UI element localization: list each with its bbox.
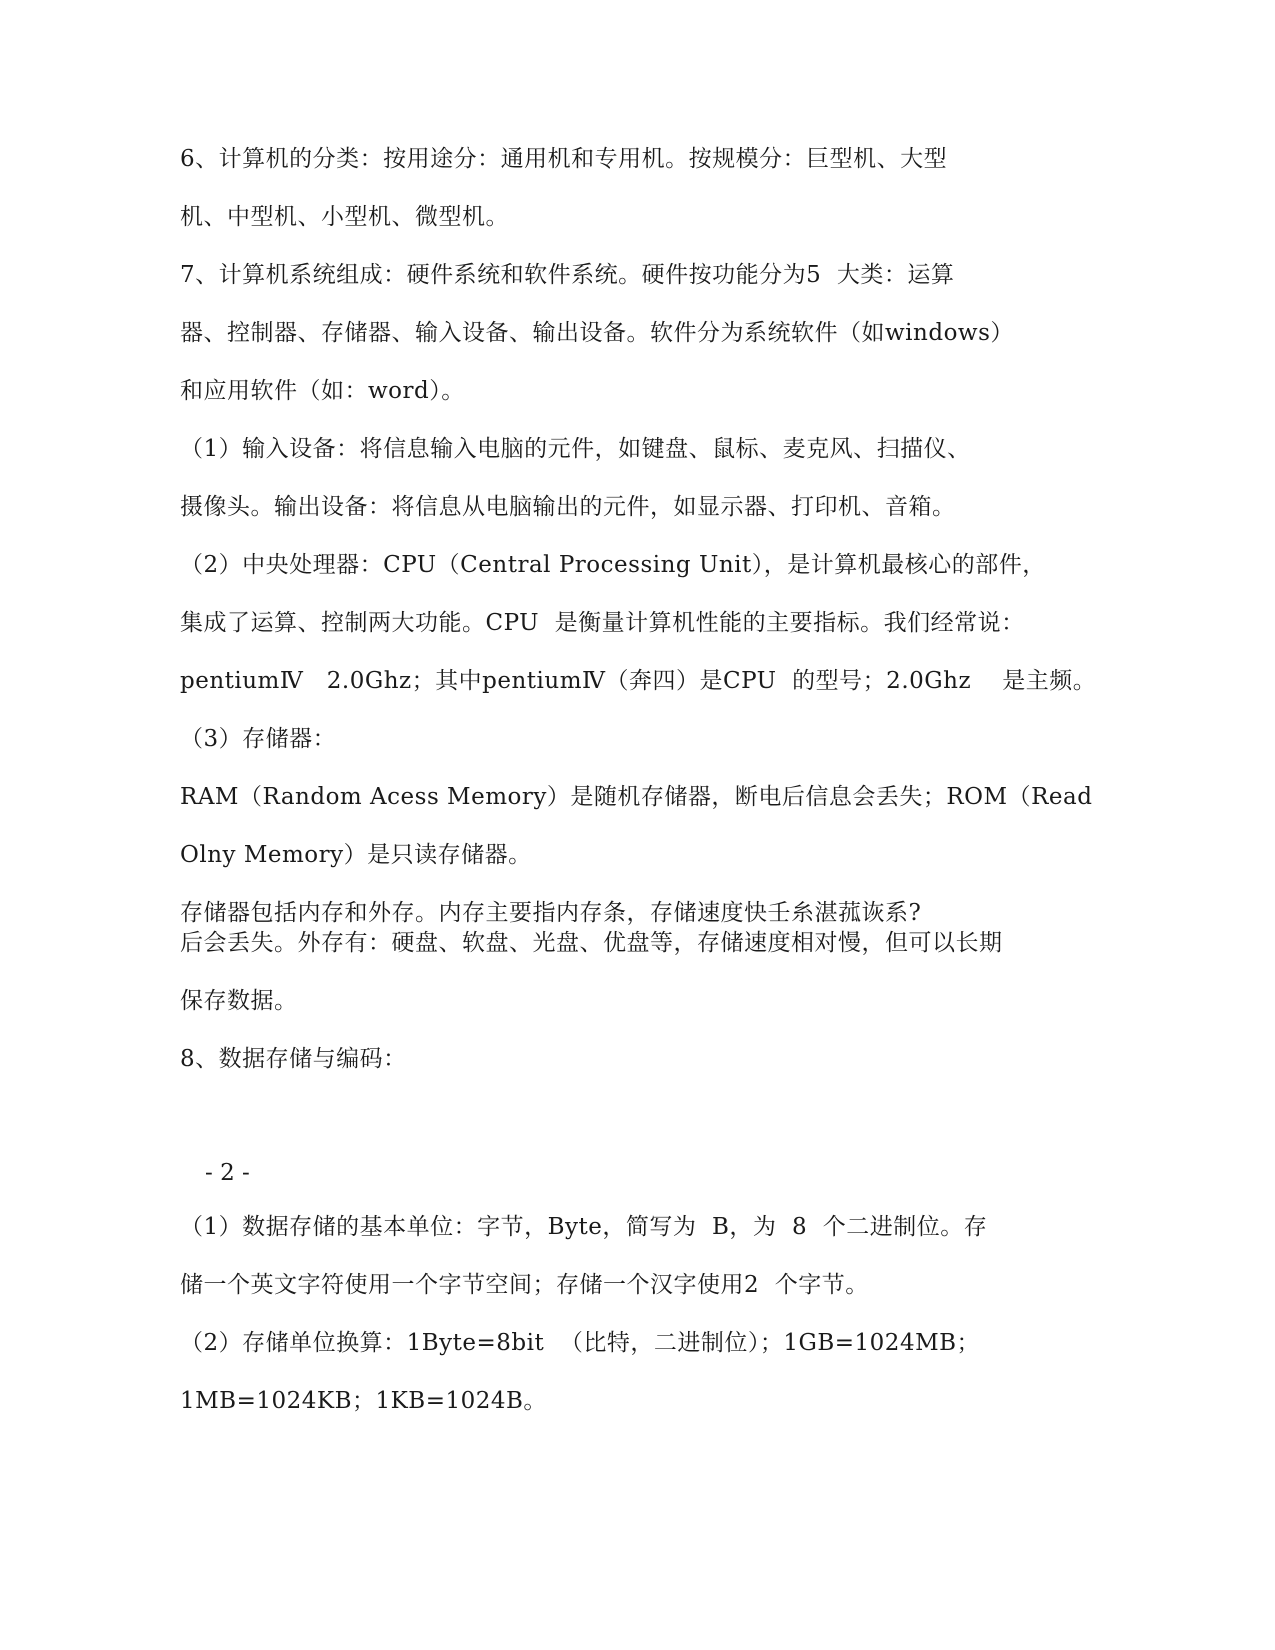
text-line: 6、计算机的分类：按用途分：通用机和专用机。按规模分：巨型机、大型 xyxy=(180,146,948,172)
text-line: 1MB=1024KB；1KB=1024B。 xyxy=(180,1388,547,1414)
text-line: （1）输入设备：将信息输入电脑的元件，如键盘、鼠标、麦克风、扫描仪、 xyxy=(180,436,971,462)
text-line: 摄像头。输出设备：将信息从电脑输出的元件，如显示器、打印机、音箱。 xyxy=(180,494,956,520)
text-line: 保存数据。 xyxy=(180,988,298,1014)
page-number: - 2 - xyxy=(205,1160,250,1186)
text-line: （1）数据存储的基本单位：字节，Byte，简写为 B，为 8 个二进制位。存 xyxy=(180,1214,988,1240)
text-line: （2）存储单位换算：1Byte=8bit （比特，二进制位）；1GB=1024MB； xyxy=(180,1330,981,1356)
text-line: 和应用软件（如：word）。 xyxy=(180,378,465,404)
text-line: 存储器包括内存和外存。内存主要指内存条，存储速度快壬糸湛菰诙系? xyxy=(180,900,922,926)
text-line: 器、控制器、存储器、输入设备、输出设备。软件分为系统软件（如windows） xyxy=(180,320,1014,346)
text-line: Olny Memory）是只读存储器。 xyxy=(180,842,532,868)
text-line: 集成了运算、控制两大功能。CPU 是衡量计算机性能的主要指标。我们经常说： xyxy=(180,610,1025,636)
text-line: RAM（Random Acess Memory）是随机存储器，断电后信息会丢失；ROM（Read xyxy=(180,784,1093,810)
text-line: 储一个英文字符使用一个字节空间；存储一个汉字使用2 个字节。 xyxy=(180,1272,869,1298)
text-line: 后会丢失。外存有：硬盘、软盘、光盘、优盘等，存储速度相对慢，但可以长期 xyxy=(180,930,1003,956)
text-line: 7、计算机系统组成：硬件系统和软件系统。硬件按功能分为5 大类：运算 xyxy=(180,262,955,288)
text-line: 机、中型机、小型机、微型机。 xyxy=(180,204,509,230)
text-line: （3）存储器： xyxy=(180,726,337,752)
text-line: pentiumⅣ 2.0Ghz；其中pentiumⅣ（奔四）是CPU 的型号；2.0Ghz 是主频。 xyxy=(180,668,1097,694)
text-line: （2）中央处理器：CPU（Central Processing Unit），是计算机最核心的部件， xyxy=(180,552,1046,578)
text-line: 8、数据存储与编码： xyxy=(180,1046,407,1072)
